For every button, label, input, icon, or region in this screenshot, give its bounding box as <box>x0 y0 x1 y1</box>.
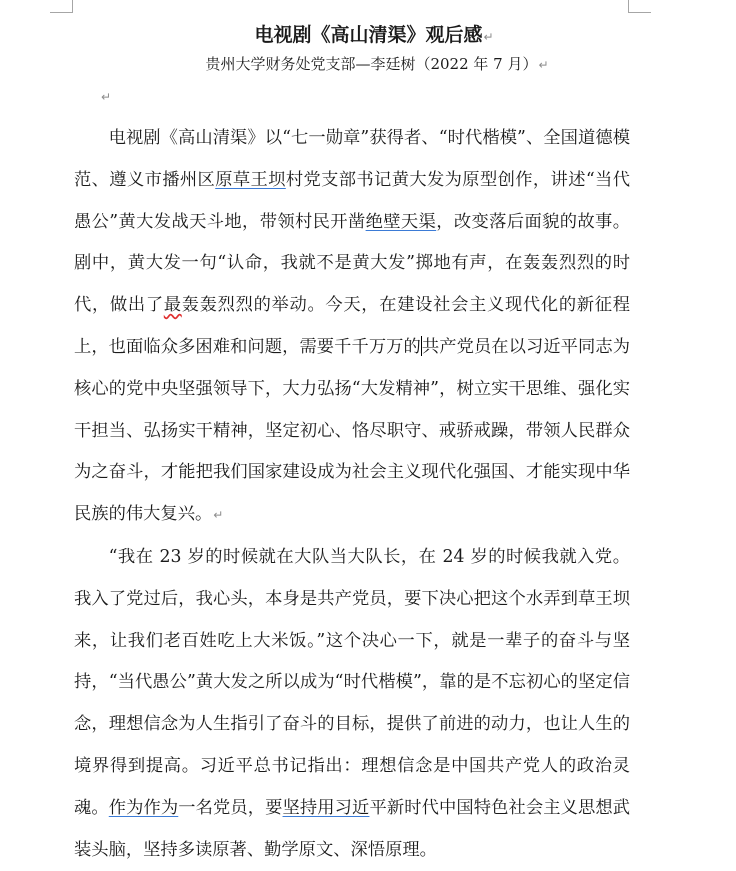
paragraph-mark-icon: ↵ <box>213 508 224 523</box>
text-run: 平新时代中国特色社会主义思想武装头脑，坚持多读原著、勤学原文、深悟原理。 <box>74 797 630 860</box>
margin-corner-top-left <box>50 0 73 13</box>
text-run: 轰轰烈烈的举动。今天，在建设社会主义现代化的新征程上，也面临众多困难和问题，需要千千万万的 <box>74 295 630 357</box>
paragraph-1[interactable] <box>74 118 630 537</box>
title-text: 电视剧《高山清渠》观后感 <box>254 24 483 46</box>
margin-corner-top-right <box>628 0 651 13</box>
paragraph-mark-icon: ↵ <box>483 30 494 44</box>
subtitle-text: 贵州大学财务处党支部—李廷树（2022 年 7 月） <box>205 55 538 73</box>
paragraph-2[interactable] <box>74 537 630 871</box>
grammar-flagged-text[interactable]: 坚持用习近 <box>282 797 370 818</box>
text-run: 一名党员，要 <box>178 797 283 818</box>
grammar-flagged-text[interactable]: 绝壁天渠 <box>365 211 437 232</box>
paragraph-mark-icon: ↵ <box>538 58 549 72</box>
grammar-flagged-text[interactable]: 原草王坝 <box>215 169 286 190</box>
text-run: 村党支部书记黄大发为原型创作，讲述“当代愚公”黄大发战天斗地，带领村民开凿 <box>74 169 630 232</box>
grammar-flagged-text[interactable]: 作为作为 <box>108 797 179 818</box>
text-run: 电视剧《高山清渠》以“七一勋章”获得者、“时代楷模”、全国道德模范、遵义市播州区 <box>74 128 630 190</box>
document-subtitle[interactable] <box>0 53 736 76</box>
paragraph-mark-icon: ↵ <box>101 90 112 104</box>
text-run: ，改变落后面貌的故事。剧中，黄大发一句“认命，我就不是黄大发”掷地有声，在轰轰烈烈的时代，做出了 <box>74 211 630 316</box>
spelling-flagged-text[interactable]: 最 <box>163 295 182 316</box>
document-title[interactable] <box>0 22 736 50</box>
text-run: “我在 23 岁的时候就在大队当大队长，在 24 岁的时候我就入党。我入了党过后，我心头，本身是共产党员，要下决心把这个水弄到草王坝来，让我们老百姓吃上大米饭。”这个决心一下，就是一辈子的奋斗与坚持，“当代愚公”黄大发之所以成为“时代楷模”，靠的是不忘初心的坚定信念，理想信念为人生指引了奋斗的目标，提供了前进的动力，也让人生的境界得到提高。习近平总书记指出：理想信念是中国共产党人的政治灵魂。 <box>74 546 630 818</box>
empty-paragraph[interactable] <box>100 86 111 107</box>
text-run: 共产党员在以习近平同志为核心的党中央坚强领导下，大力弘扬“大发精神”，树立实干思维、强化实干担当、弘扬实干精神，坚定初心、恪尽职守、戒骄戒躁，带领人民群众为之奋斗，才能把我们国家建设成为社会主义现代化强国、才能实现中华民族的伟大复兴。 <box>74 336 630 525</box>
document-body[interactable] <box>74 118 630 871</box>
